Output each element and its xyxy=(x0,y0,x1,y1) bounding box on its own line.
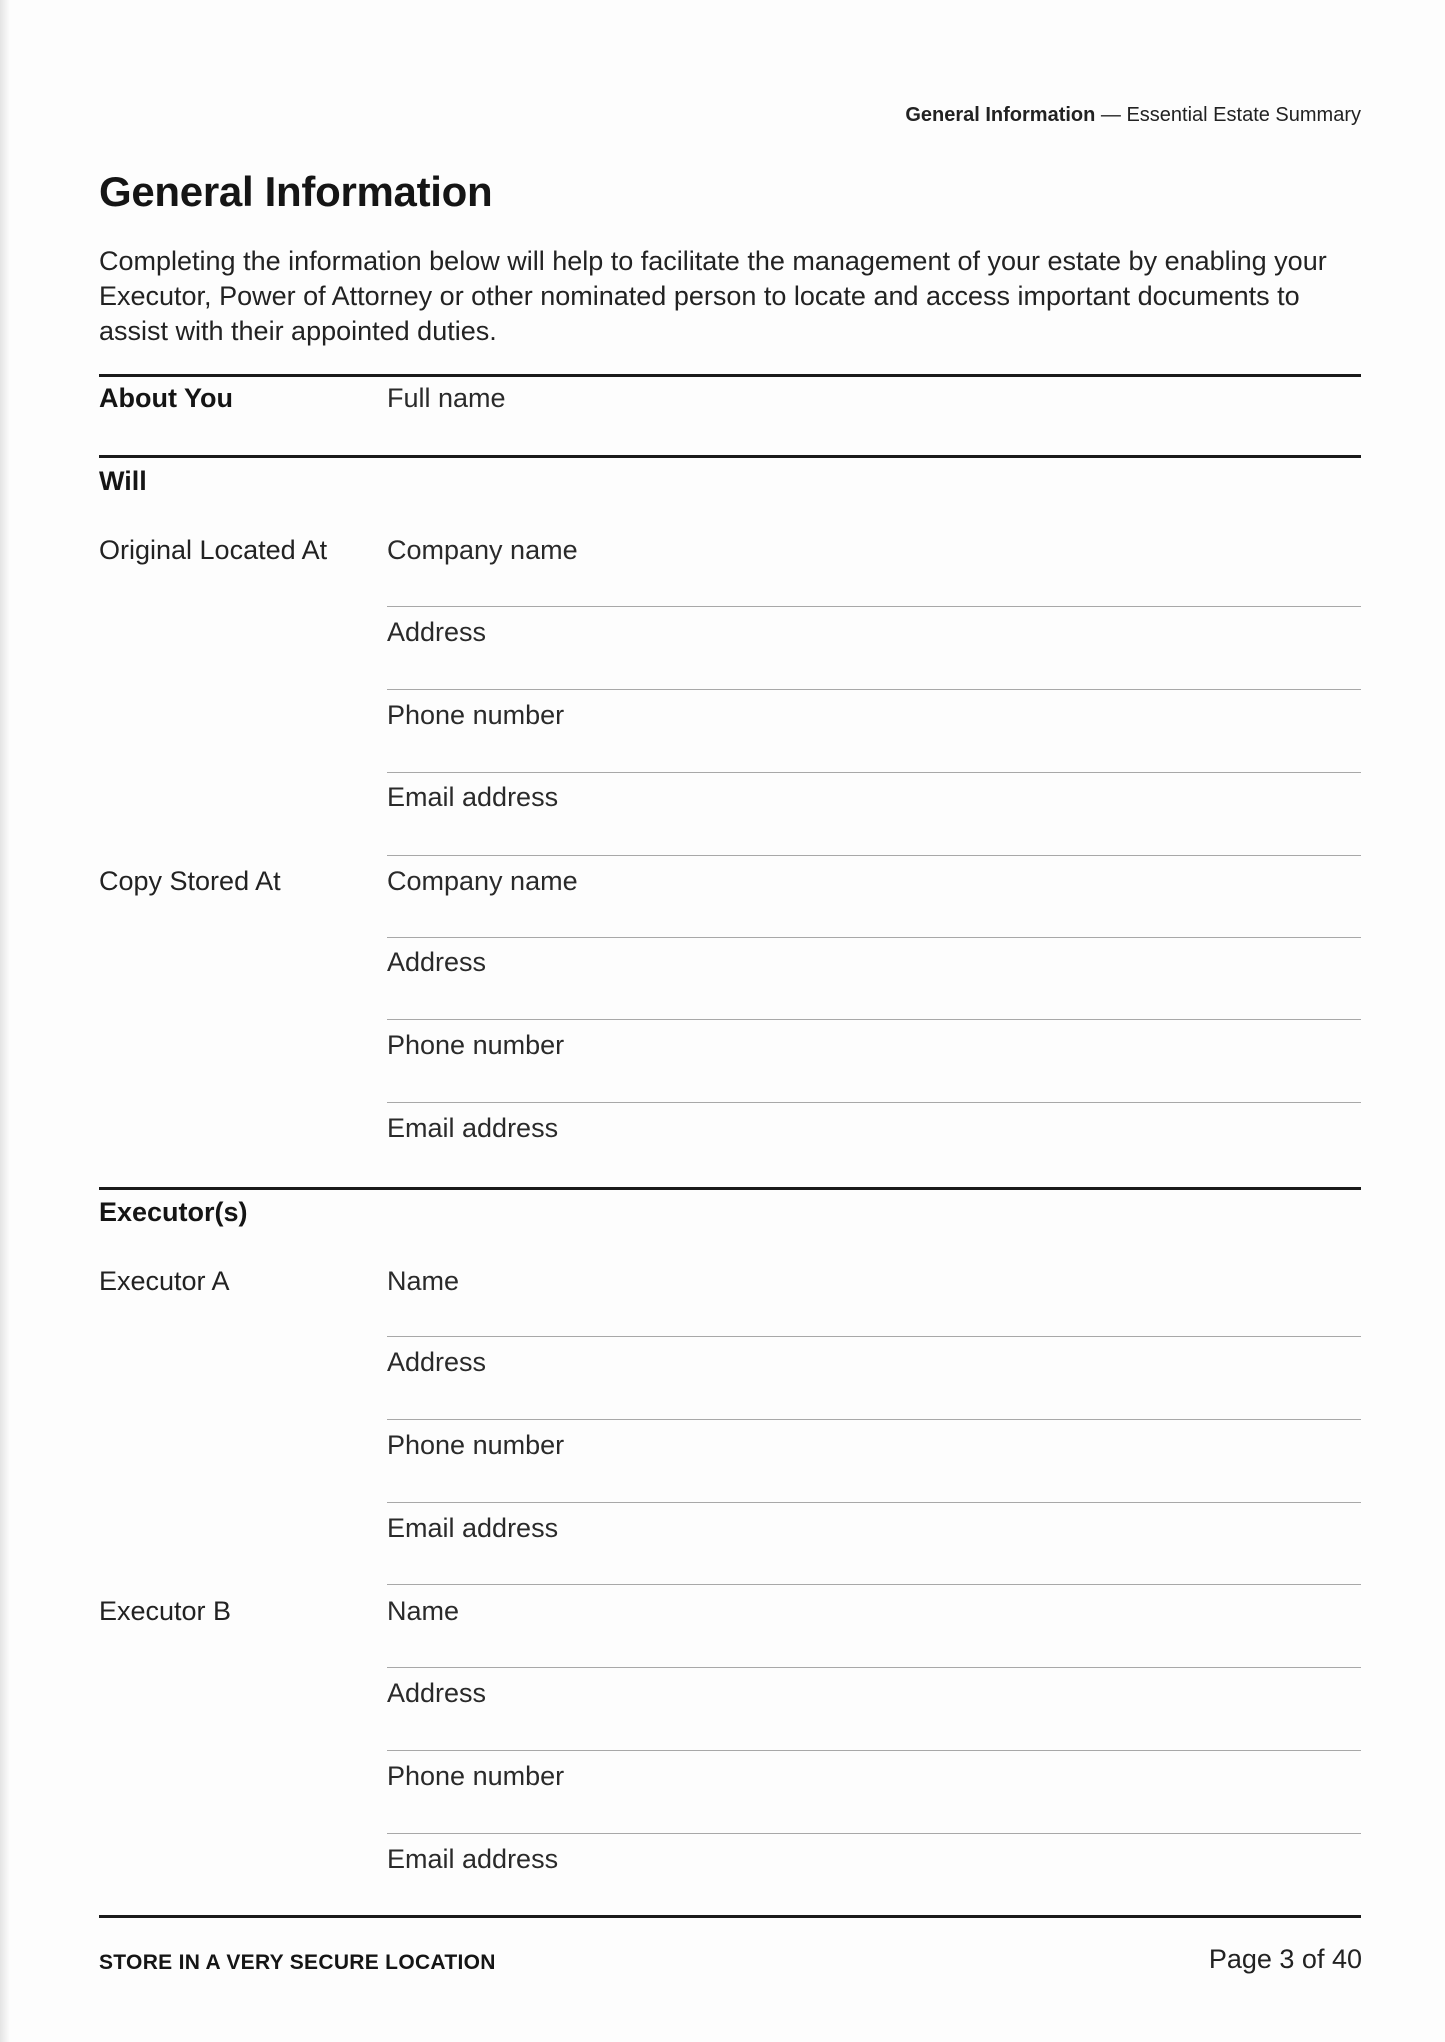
executor-a-name-field[interactable]: Name xyxy=(387,1266,460,1296)
section-divider xyxy=(99,374,1361,377)
copy-company-name-field[interactable]: Company name xyxy=(387,866,578,896)
field-underline xyxy=(387,1833,1361,1834)
section-divider xyxy=(99,1187,1361,1190)
running-header-section: General Information xyxy=(905,104,1096,126)
field-underline xyxy=(387,1750,1361,1751)
executor-a-email-field[interactable]: Email address xyxy=(387,1513,559,1543)
page-number: Page 3 of 40 xyxy=(1208,1944,1362,1974)
field-underline xyxy=(387,606,1361,607)
copy-stored-at-label: Copy Stored At xyxy=(99,866,281,896)
executor-a-address-field[interactable]: Address xyxy=(387,1347,487,1377)
copy-email-field[interactable]: Email address xyxy=(387,1113,559,1143)
footer-divider xyxy=(99,1915,1361,1918)
original-company-name-field[interactable]: Company name xyxy=(387,535,578,565)
field-underline xyxy=(387,689,1361,690)
original-located-at-label: Original Located At xyxy=(99,535,328,565)
page-title: General Information xyxy=(99,168,493,215)
section-divider xyxy=(99,455,1361,458)
running-header-separator: — xyxy=(1095,104,1127,126)
executors-heading: Executor(s) xyxy=(99,1197,248,1227)
field-underline xyxy=(387,937,1361,938)
page-edge-shadow xyxy=(0,0,10,2042)
field-underline xyxy=(387,1336,1361,1337)
full-name-field[interactable]: Full name xyxy=(387,383,506,413)
field-underline xyxy=(387,855,1361,856)
executor-b-email-field[interactable]: Email address xyxy=(387,1844,559,1874)
original-phone-field[interactable]: Phone number xyxy=(387,700,565,730)
executor-a-label: Executor A xyxy=(99,1266,230,1296)
executor-b-address-field[interactable]: Address xyxy=(387,1678,487,1708)
field-underline xyxy=(387,1502,1361,1503)
field-underline xyxy=(387,772,1361,773)
field-underline xyxy=(387,1419,1361,1420)
original-email-field[interactable]: Email address xyxy=(387,782,559,812)
copy-address-field[interactable]: Address xyxy=(387,947,487,977)
about-you-heading: About You xyxy=(99,383,233,413)
running-header-document: Essential Estate Summary xyxy=(1126,104,1361,126)
running-header xyxy=(905,104,1361,127)
executor-b-phone-field[interactable]: Phone number xyxy=(387,1761,565,1791)
footer-notice: STORE IN A VERY SECURE LOCATION xyxy=(99,1951,496,1974)
will-heading: Will xyxy=(99,466,147,496)
intro-paragraph: Completing the information below will help to facilitate the management of your estate by enabling your Executor, Power of Attorney or other nominated person to locate and access important documents to assist with their appointed duties. xyxy=(99,246,1327,346)
field-underline xyxy=(387,1102,1361,1103)
field-underline xyxy=(387,1019,1361,1020)
original-address-field[interactable]: Address xyxy=(387,617,487,647)
field-underline xyxy=(387,1667,1361,1668)
copy-phone-field[interactable]: Phone number xyxy=(387,1030,565,1060)
executor-b-name-field[interactable]: Name xyxy=(387,1596,460,1626)
executor-a-phone-field[interactable]: Phone number xyxy=(387,1430,565,1460)
field-underline xyxy=(387,1584,1361,1585)
executor-b-label: Executor B xyxy=(99,1596,232,1626)
